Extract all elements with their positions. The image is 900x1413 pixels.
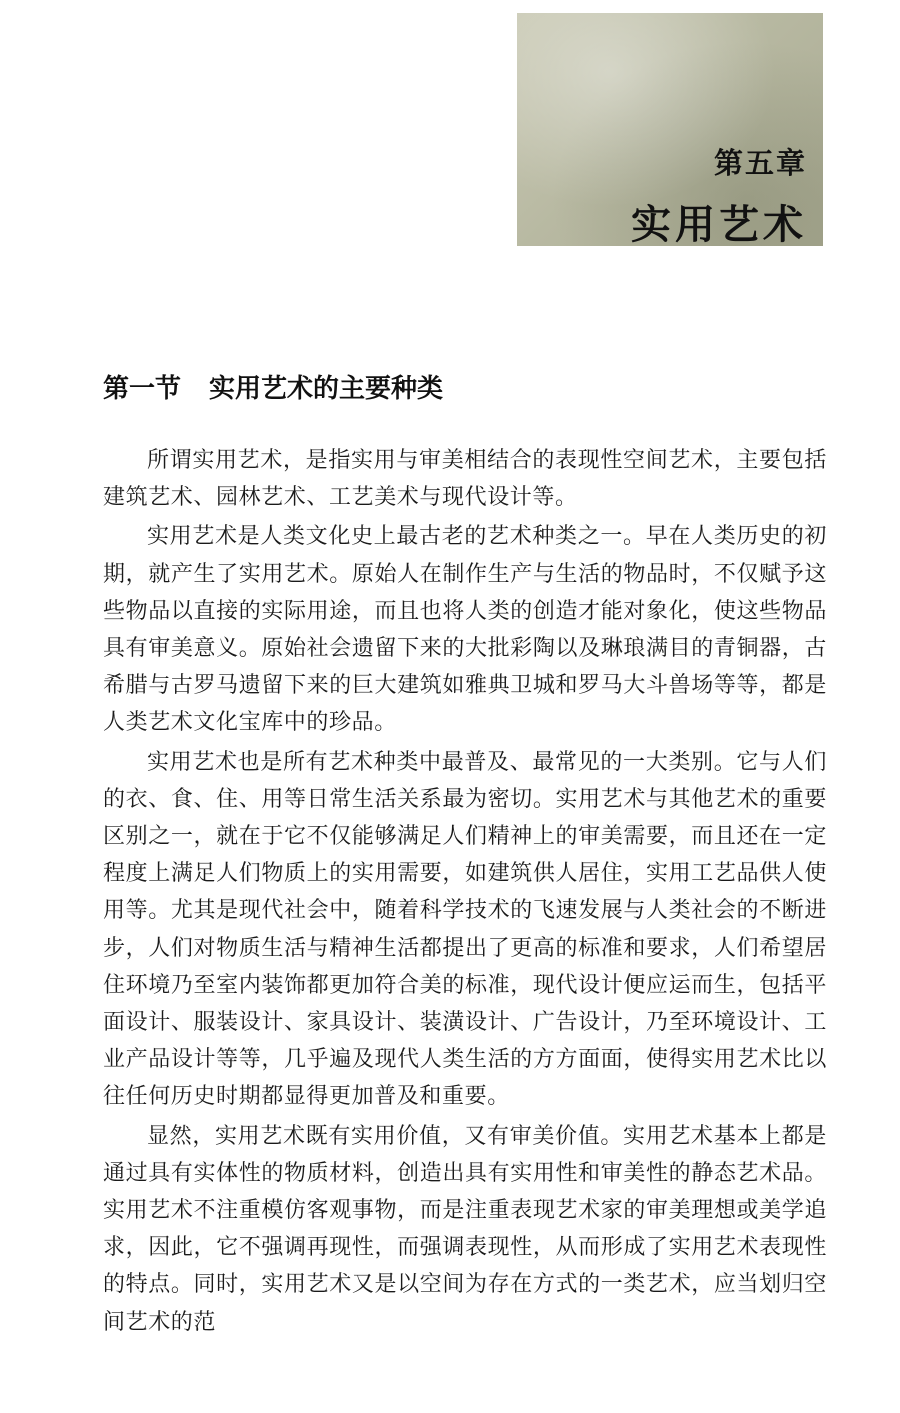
chapter-header-panel bbox=[517, 13, 823, 246]
paragraph: 显然，实用艺术既有实用价值，又有审美价值。实用艺术基本上都是通过具有实体性的物质材料，创造出具有实用性和审美性的静态艺术品。实用艺术不注重模仿客观事物，而是注重表现艺术家的审美理想或美学追求，因此，它不强调再现性，而强调表现性，从而形成了实用艺术表现性的特点。同时，实用艺术又是以空间为存在方式的一类艺术，应当划归空间艺术的范 bbox=[103, 1123, 827, 1335]
body-text bbox=[103, 442, 827, 1343]
paragraph: 所谓实用艺术，是指实用与审美相结合的表现性空间艺术，主要包括建筑艺术、园林艺术、工艺美术与现代设计等。 bbox=[103, 448, 827, 511]
section-label: 第一节 bbox=[103, 374, 182, 404]
section-title: 实用艺术的主要种类 bbox=[209, 374, 444, 404]
chapter-number: 第五章 bbox=[713, 146, 807, 180]
section-heading bbox=[103, 368, 443, 405]
paragraph: 实用艺术也是所有艺术种类中最普及、最常见的一大类别。它与人们的衣、食、住、用等日常生活关系最为密切。实用艺术与其他艺术的重要区别之一，就在于它不仅能够满足人们精神上的审美需要，而且还在一定程度上满足人们物质上的实用需要，如建筑供人居住，实用工艺品供人使用等。尤其是现代社会中，随着科学技术的飞速发展与人类社会的不断进步，人们对物质生活与精神生活都提出了更高的标准和要求，人们希望居住环境乃至室内装饰都更加符合美的标准，现代设计便应运而生，包括平面设计、服装设计、家具设计、装潢设计、广告设计，乃至环境设计、工业产品设计等等，几乎遍及现代人类生活的方方面面，使得实用艺术比以往任何历史时期都显得更加普及和重要。 bbox=[103, 749, 827, 1110]
chapter-title: 实用艺术 bbox=[631, 201, 807, 248]
paragraph: 实用艺术是人类文化史上最古老的艺术种类之一。早在人类历史的初期，就产生了实用艺术。原始人在制作生产与生活的物品时，不仅赋予这些物品以直接的实际用途，而且也将人类的创造才能对象化，使这些物品具有审美意义。原始社会遗留下来的大批彩陶以及琳琅满目的青铜器，古希腊与古罗马遗留下来的巨大建筑如雅典卫城和罗马大斗兽场等等，都是人类艺术文化宝库中的珍品。 bbox=[103, 524, 827, 736]
